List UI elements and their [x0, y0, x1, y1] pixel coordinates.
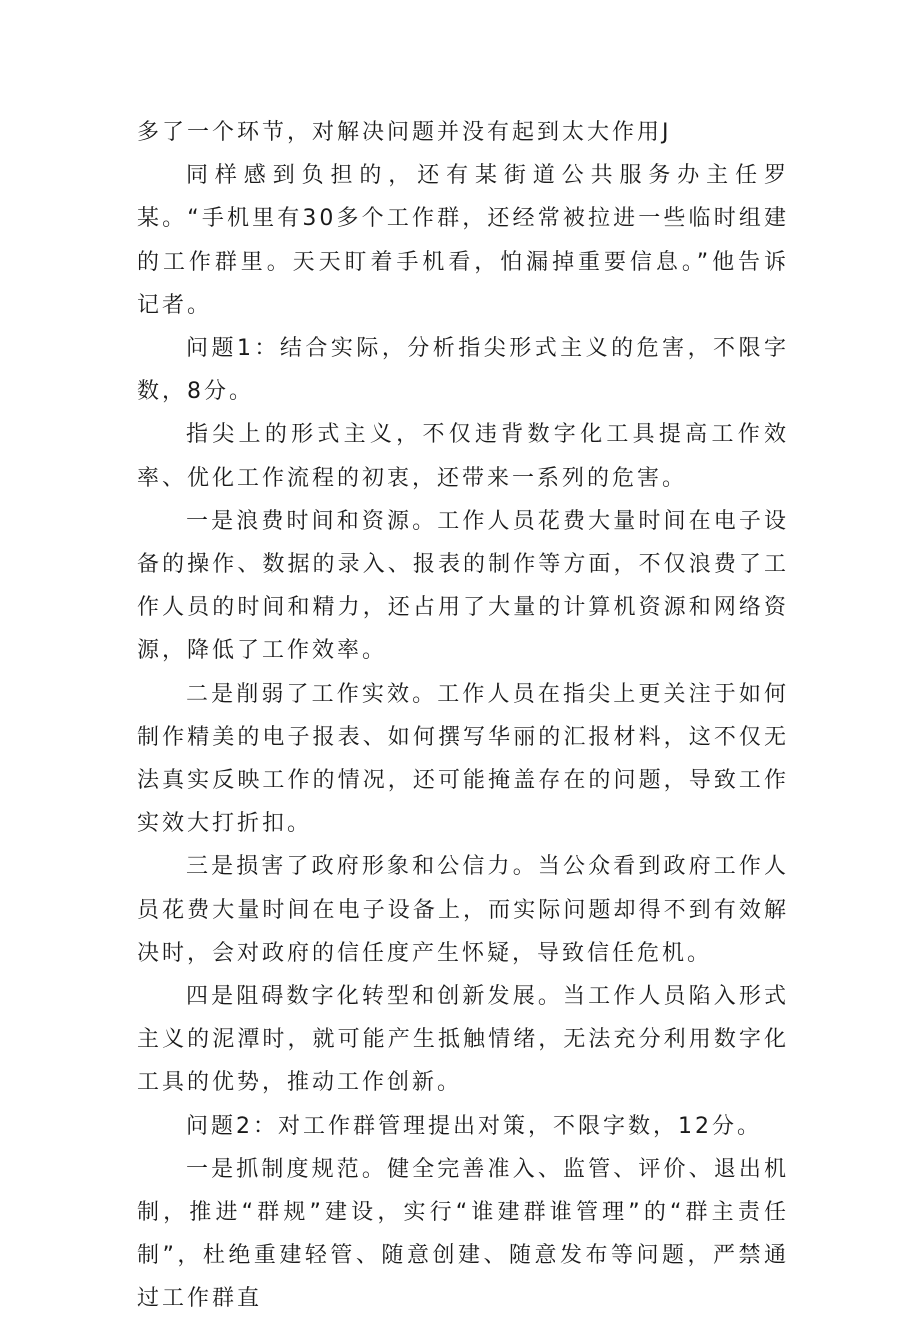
paragraph-point-2: 二是削弱了工作实效。工作人员在指尖上更关注于如何制作精美的电子报表、如何撰写华丽的汇报材料，这不仅无法真实反映工作的情况，还可能掩盖存在的问题，导致工作实效大打折扣。: [137, 681, 789, 837]
paragraph-case-luo: 同样感到负担的，还有某街道公共服务办主任罗某。“手机里有30多个工作群，还经常被拉进一些临时组建的工作群里。天天盯着手机看，怕漏掉重要信息。”他告诉记者。: [137, 163, 789, 318]
paragraph-point-4: 四是阻碍数字化转型和创新发展。当工作人员陷入形式主义的泥潭时，就可能产生抵触情绪，无法充分利用数字化工具的优势，推动工作创新。: [137, 984, 789, 1096]
paragraph-point-3: 三是损害了政府形象和公信力。当公众看到政府工作人员花费大量时间在电子设备上，而实际问题却得不到有效解决时，会对政府的信任度产生怀疑，导致信任危机。: [137, 854, 789, 966]
question-1: 问题1：结合实际，分析指尖形式主义的危害，不限字数，8分。: [137, 336, 789, 405]
paragraph-continuation: 多了一个环节，对解决问题并没有起到太大作用J: [137, 120, 672, 145]
paragraph-measure-1: 一是抓制度规范。健全完善准入、监管、评价、退出机制，推进“群规”建设，实行“谁建群谁管理”的“群主责任制”，杜绝重建轻管、随意创建、随意发布等问题，严禁通过工作群直: [137, 1156, 789, 1312]
paragraph-intro: 指尖上的形式主义，不仅违背数字化工具提高工作效率、优化工作流程的初衷，还带来一系列的危害。: [137, 422, 789, 491]
document-body: [137, 111, 789, 1321]
question-2: 问题2：对工作群管理提出对策，不限字数，12分。: [186, 1113, 762, 1139]
paragraph-point-1: 一是浪费时间和资源。工作人员花费大量时间在电子设备的操作、数据的录入、报表的制作等方面，不仅浪费了工作人员的时间和精力，还占用了大量的计算机资源和网络资源，降低了工作效率。: [137, 508, 789, 664]
